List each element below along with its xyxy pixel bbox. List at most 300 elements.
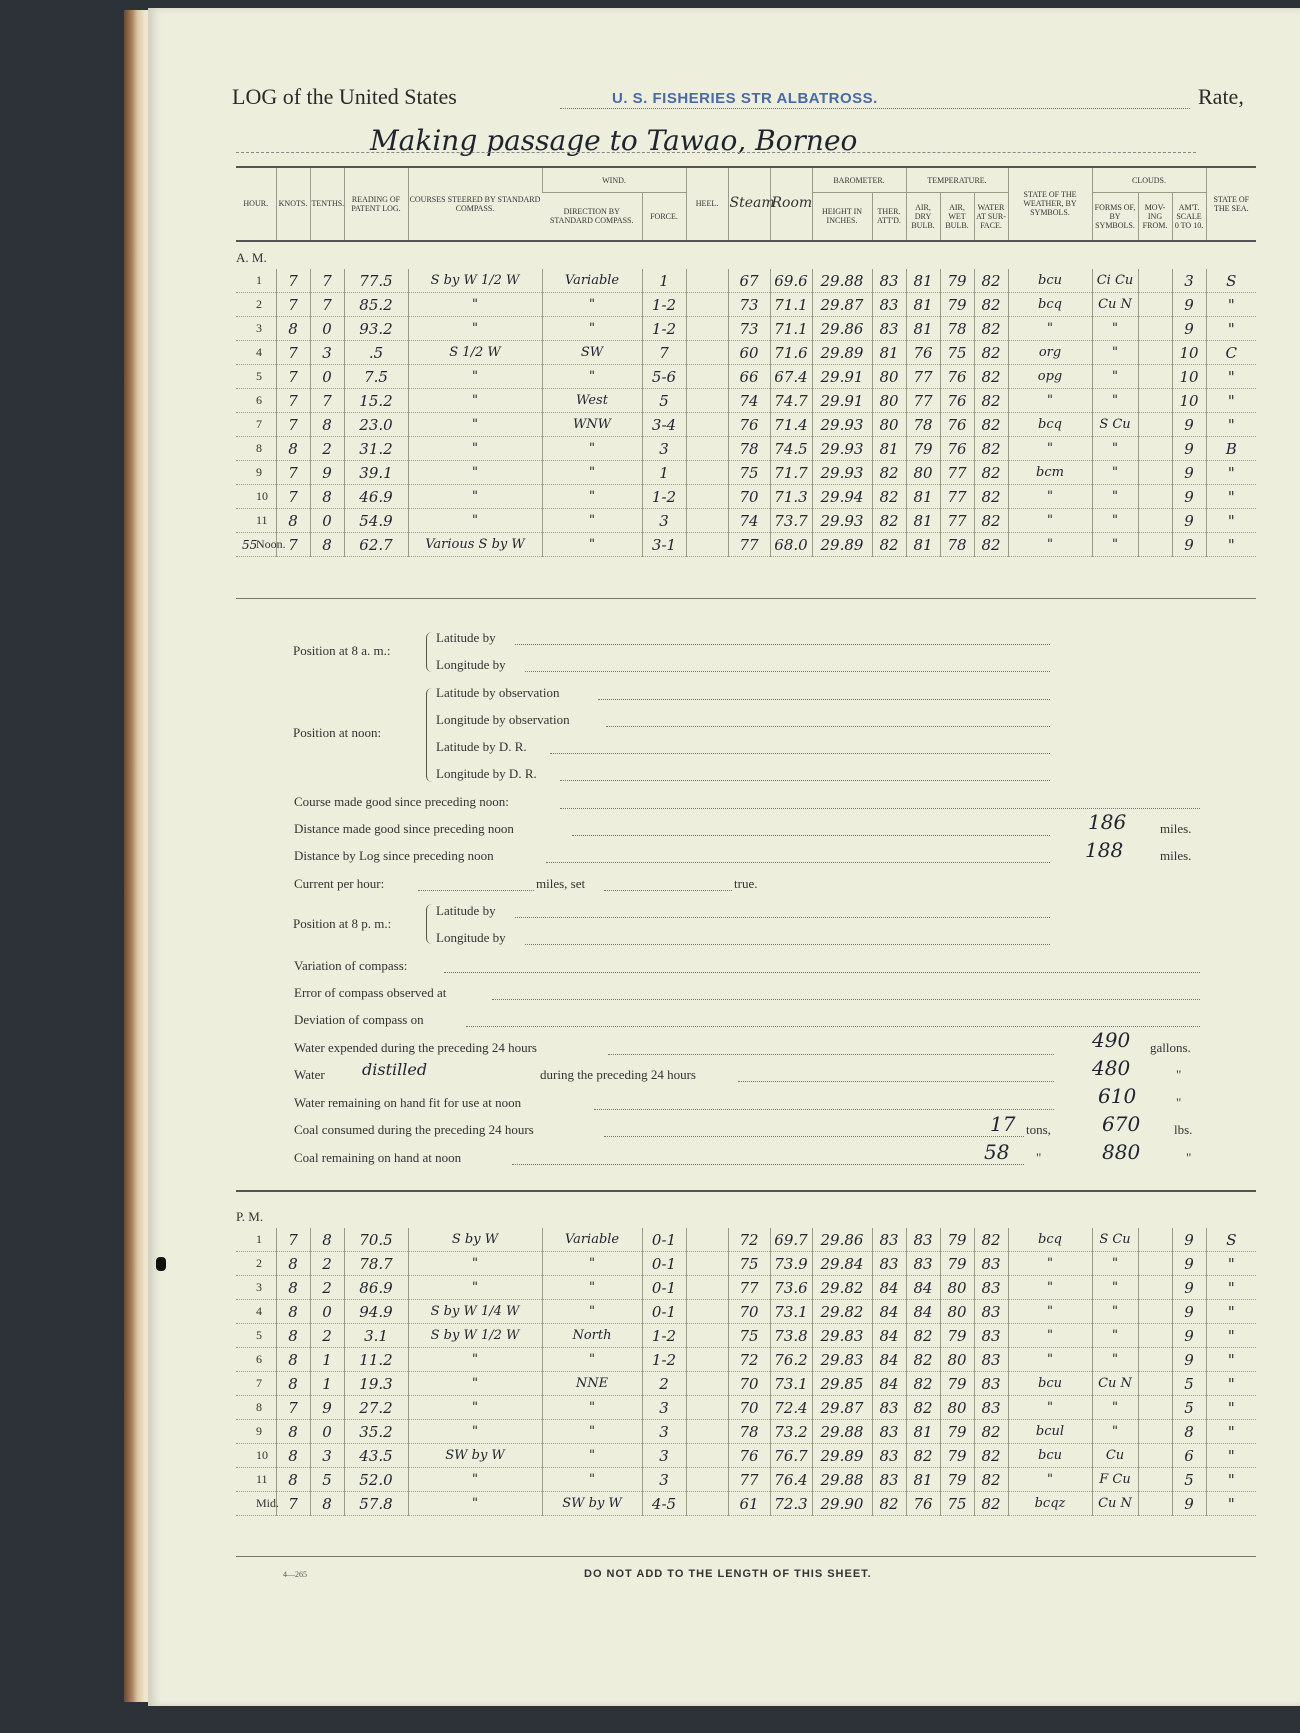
log-row [236,1372,1256,1396]
cell-log: 78.7 [344,1252,408,1276]
cell-hour: 8 [236,1396,276,1420]
col-cloud-moving: MOV-ING FROM. [1138,193,1172,241]
cell-water: 82 [974,509,1008,533]
error-line [492,999,1200,1000]
log-row [236,341,1256,365]
cell-wdir: " [542,437,642,461]
cell-wdir: Variable [542,269,642,293]
cell-sea: " [1206,533,1256,557]
cell-wdir: " [542,485,642,509]
cell-dry: 79 [906,437,940,461]
voyage-note: Making passage to Tawao, Borneo [370,124,858,157]
cell-hour: 1 [236,269,276,293]
cell-water: 82 [974,437,1008,461]
cell-dry: 77 [906,389,940,413]
form-number: 4—265 [283,1570,307,1579]
cell-weather: " [1008,1300,1092,1324]
cell-hour: 6 [236,1348,276,1372]
ditto-2: " [1176,1095,1182,1110]
cell-knots: 7 [276,1492,310,1516]
cell-room: 74.7 [770,389,812,413]
cell-cmov [1138,461,1172,485]
cell-room: 71.1 [770,293,812,317]
water-during-label: during the preceding 24 hours [540,1067,696,1082]
cell-ther: 82 [872,509,906,533]
current-miles-set: miles, set [536,876,586,891]
cell-tenths: 2 [310,1324,344,1348]
cell-wet: 79 [940,1468,974,1492]
cell-knots: 7 [276,413,310,437]
log-row [236,1396,1256,1420]
cell-course: S by W [408,1228,542,1252]
cell-cmov [1138,533,1172,557]
cell-ther: 83 [872,1444,906,1468]
coal-consumed-lbs: 670 [1102,1112,1141,1136]
cell-wet: 75 [940,1492,974,1516]
cell-sea: " [1206,1468,1256,1492]
cell-weather: " [1008,1276,1092,1300]
cell-log: 46.9 [344,485,408,509]
distance-made-good-line [572,835,1050,836]
water-remaining-label: Water remaining on hand fit for use at noon [294,1095,522,1110]
cell-knots: 7 [276,269,310,293]
cell-knots: 8 [276,1276,310,1300]
cell-room: 67.4 [770,365,812,389]
cell-steam: 70 [728,1372,770,1396]
cell-dry: 82 [906,1396,940,1420]
cell-log: 15.2 [344,389,408,413]
cell-heel [686,317,728,341]
cell-room: 71.4 [770,413,812,437]
cell-baro: 29.85 [812,1372,872,1396]
lon-obs-label: Longitude by observation [436,712,570,727]
cell-sea: " [1206,1300,1256,1324]
cell-camt: 9 [1172,1276,1206,1300]
deviation-line [466,1026,1200,1027]
cell-force: 1-2 [642,1348,686,1372]
cell-camt: 3 [1172,269,1206,293]
deviation-label: Deviation of compass on [294,1012,424,1027]
cell-cmov [1138,1492,1172,1516]
cell-camt: 10 [1172,365,1206,389]
current-label: Current per hour: [294,876,385,891]
cell-wdir: " [542,365,642,389]
cell-heel [686,485,728,509]
cell-sea: " [1206,413,1256,437]
cell-cmov [1138,1324,1172,1348]
cell-sea: " [1206,1396,1256,1420]
cell-baro: 29.87 [812,293,872,317]
log-row [236,485,1256,509]
punch-hole [156,1257,166,1271]
cell-steam: 73 [728,293,770,317]
cell-weather: " [1008,437,1092,461]
cell-force: 3 [642,1444,686,1468]
cell-cform: Cu N [1092,1372,1138,1396]
cell-heel [686,1444,728,1468]
cell-baro: 29.82 [812,1300,872,1324]
cell-hour: 11 [236,1468,276,1492]
cell-cmov [1138,389,1172,413]
cell-knots: 7 [276,341,310,365]
cell-steam: 76 [728,1444,770,1468]
cell-log: 86.9 [344,1276,408,1300]
cell-cmov [1138,317,1172,341]
cell-camt: 9 [1172,1492,1206,1516]
cell-hour: 5 [236,365,276,389]
position-8pm-label: Position at 8 p. m.: [293,916,392,931]
water-distilled-line [738,1081,1054,1082]
cell-tenths: 8 [310,485,344,509]
cell-knots: 7 [276,293,310,317]
col-temperature: TEMPERATURE. [906,167,1008,193]
cell-ther: 80 [872,365,906,389]
cell-hour: 3 [236,1276,276,1300]
cell-knots: 8 [276,1300,310,1324]
coal-consumed-tons: 17 [990,1112,1016,1136]
cell-wdir: SW by W [542,1492,642,1516]
cell-course: Various S by W [408,533,542,557]
log-row [236,1300,1256,1324]
cell-knots: 7 [276,1228,310,1252]
lat-dr-line [550,753,1050,754]
am-rows [236,269,1256,557]
lon-8pm-line [525,944,1050,945]
cell-log: 54.9 [344,509,408,533]
cell-water: 82 [974,1492,1008,1516]
distance-log-line [546,862,1050,863]
cell-force: 3 [642,1468,686,1492]
cell-wet: 76 [940,413,974,437]
col-hour: HOUR. [243,199,269,209]
col-sea: STATE OF THE SEA. [1206,167,1256,241]
cell-heel [686,1348,728,1372]
cell-tenths: 2 [310,437,344,461]
lon-dr-line [560,780,1050,781]
cell-room: 69.7 [770,1228,812,1252]
cell-water: 82 [974,365,1008,389]
cell-force: 1 [642,461,686,485]
cell-knots: 8 [276,1372,310,1396]
cell-log: 7.5 [344,365,408,389]
cell-water: 82 [974,533,1008,557]
cell-course: " [408,461,542,485]
cell-course: S by W 1/2 W [408,1324,542,1348]
cell-cform: " [1092,1348,1138,1372]
cell-cform: " [1092,533,1138,557]
cell-room: 73.9 [770,1252,812,1276]
cell-sea: C [1206,341,1256,365]
cell-wet: 77 [940,485,974,509]
coal-consumed-line [604,1136,1024,1137]
voyage-line [236,152,1196,153]
cell-wet: 79 [940,293,974,317]
cell-camt: 9 [1172,1324,1206,1348]
cell-room: 76.7 [770,1444,812,1468]
cell-camt: 9 [1172,437,1206,461]
cell-course: " [408,1276,542,1300]
cell-wdir: WNW [542,413,642,437]
cell-cform: " [1092,509,1138,533]
cell-baro: 29.93 [812,509,872,533]
cell-cform: " [1092,1276,1138,1300]
col-tenths: TENTHS. [310,167,344,241]
cell-steam: 61 [728,1492,770,1516]
col-weather: STATE OF THE WEATHER, BY SYMBOLS. [1008,167,1092,241]
length-notice: DO NOT ADD TO THE LENGTH OF THIS SHEET. [584,1568,872,1580]
cell-dry: 81 [906,317,940,341]
cell-hour: 9 [236,1420,276,1444]
cell-sea: " [1206,389,1256,413]
current-true: true. [734,876,758,891]
cell-cform: Cu [1092,1444,1138,1468]
col-cloud-amount: AM'T. SCALE 0 TO 10. [1172,193,1206,241]
gallons-label: gallons. [1150,1040,1191,1055]
pm-bottom-rule [236,1556,1256,1557]
log-title: LOG of the United States [232,84,457,109]
cell-force: 1-2 [642,485,686,509]
cell-knots: 7 [276,461,310,485]
cell-water: 83 [974,1372,1008,1396]
col-baro-height: HEIGHT IN INCHES. [812,193,872,241]
cell-dry: 82 [906,1372,940,1396]
ditto-3: " [1036,1150,1042,1165]
cell-ther: 84 [872,1276,906,1300]
cell-force: 3 [642,509,686,533]
cell-room: 73.7 [770,509,812,533]
cell-force: 3-4 [642,413,686,437]
cell-dry: 81 [906,1420,940,1444]
cell-wdir: North [542,1324,642,1348]
cell-dry: 81 [906,1468,940,1492]
cell-log: 31.2 [344,437,408,461]
water-expended-label: Water expended during the preceding 24 hours [294,1040,537,1055]
cell-ther: 84 [872,1300,906,1324]
cell-hour: 6 [236,389,276,413]
cell-camt: 8 [1172,1420,1206,1444]
cell-water: 82 [974,485,1008,509]
cell-cmov [1138,1300,1172,1324]
cell-sea: " [1206,461,1256,485]
cell-baro: 29.82 [812,1276,872,1300]
cell-weather: " [1008,533,1092,557]
cell-room: 76.2 [770,1348,812,1372]
cell-baro: 29.91 [812,389,872,413]
cell-force: 0-1 [642,1300,686,1324]
cell-sea: " [1206,293,1256,317]
cell-cmov [1138,1396,1172,1420]
cell-wet: 75 [940,341,974,365]
cell-heel [686,1324,728,1348]
cell-course: " [408,389,542,413]
cell-log: 57.8 [344,1492,408,1516]
cell-wdir: " [542,293,642,317]
cell-hour: 4 [236,341,276,365]
cell-force: 5-6 [642,365,686,389]
course-made-good-label: Course made good since preceding noon: [294,794,509,809]
position-8am-label: Position at 8 a. m.: [293,643,391,658]
cell-force: 2 [642,1372,686,1396]
cell-wdir: Variable [542,1228,642,1252]
lat-8am-line [515,644,1050,645]
cell-course: S 1/2 W [408,341,542,365]
cell-dry: 82 [906,1324,940,1348]
cell-heel [686,389,728,413]
cell-steam: 75 [728,461,770,485]
cell-cform: Cu N [1092,293,1138,317]
cell-heel [686,293,728,317]
cell-log: 23.0 [344,413,408,437]
cell-steam: 77 [728,1468,770,1492]
cell-room: 72.4 [770,1396,812,1420]
cell-hour: 11 [236,509,276,533]
cell-cform: " [1092,437,1138,461]
cell-wet: 80 [940,1300,974,1324]
cell-knots: 8 [276,1252,310,1276]
col-steam: Steam [728,167,770,241]
course-made-good-line [560,808,1200,809]
cell-cmov [1138,1252,1172,1276]
cell-course: SW by W [408,1444,542,1468]
cell-wet: 76 [940,365,974,389]
cell-weather: org [1008,341,1092,365]
cell-baro: 29.89 [812,1444,872,1468]
cell-force: 3-1 [642,533,686,557]
cell-dry: 81 [906,485,940,509]
cell-tenths: 0 [310,1300,344,1324]
cell-sea: " [1206,1444,1256,1468]
cell-weather: " [1008,317,1092,341]
cell-wet: 77 [940,509,974,533]
cell-cmov [1138,413,1172,437]
cell-tenths: 0 [310,509,344,533]
log-row [236,509,1256,533]
cell-course: " [408,1252,542,1276]
cell-tenths: 7 [310,269,344,293]
water-label: Water [294,1067,325,1082]
cell-wdir: " [542,1300,642,1324]
coal-consumed-label: Coal consumed during the preceding 24 hours [294,1122,534,1137]
cell-course: " [408,1348,542,1372]
water-distilled-value: 480 [1092,1056,1131,1080]
cell-cform: S Cu [1092,413,1138,437]
water-handwritten: distilled [362,1060,428,1079]
cell-baro: 29.87 [812,1396,872,1420]
cell-tenths: 1 [310,1348,344,1372]
cell-course: S by W 1/4 W [408,1300,542,1324]
cell-camt: 9 [1172,1348,1206,1372]
cell-steam: 70 [728,1396,770,1420]
water-expended-line [608,1054,1054,1055]
cell-knots: 8 [276,317,310,341]
distance-log-value: 188 [1085,838,1124,862]
lon-8am-line [525,671,1050,672]
cell-knots: 7 [276,533,310,557]
cell-wdir: " [542,509,642,533]
cell-cform: " [1092,389,1138,413]
cell-weather: " [1008,389,1092,413]
rate-label: Rate, [1198,84,1244,109]
cell-ther: 82 [872,1492,906,1516]
log-row [236,269,1256,293]
cell-tenths: 5 [310,1468,344,1492]
cell-cform: S Cu [1092,1228,1138,1252]
cell-ther: 83 [872,269,906,293]
cell-cmov [1138,293,1172,317]
lon-dr-label: Longitude by D. R. [436,766,537,781]
cell-heel [686,509,728,533]
cell-force: 5 [642,389,686,413]
cell-ther: 80 [872,389,906,413]
cell-cmov [1138,269,1172,293]
cell-camt: 5 [1172,1396,1206,1420]
cell-weather: bcm [1008,461,1092,485]
col-wind: WIND. [542,167,686,193]
cell-cform: F Cu [1092,1468,1138,1492]
am-label: A. M. [236,249,267,265]
cell-cform: " [1092,461,1138,485]
cell-water: 83 [974,1252,1008,1276]
cell-ther: 80 [872,413,906,437]
cell-room: 74.5 [770,437,812,461]
cell-log: 11.2 [344,1348,408,1372]
cell-heel [686,437,728,461]
cell-tenths: 9 [310,1396,344,1420]
cell-dry: 76 [906,341,940,365]
cell-steam: 76 [728,413,770,437]
cell-cform: " [1092,1300,1138,1324]
cell-baro: 29.89 [812,341,872,365]
cell-tenths: 0 [310,317,344,341]
cell-dry: 76 [906,1492,940,1516]
cell-water: 82 [974,461,1008,485]
cell-water: 83 [974,1300,1008,1324]
cell-heel [686,1468,728,1492]
cell-wet: 79 [940,1228,974,1252]
cell-steam: 66 [728,365,770,389]
cell-cform: " [1092,1252,1138,1276]
cell-room: 73.6 [770,1276,812,1300]
cell-course: " [408,485,542,509]
cell-cform: " [1092,365,1138,389]
cell-water: 82 [974,389,1008,413]
cell-heel [686,1372,728,1396]
cell-wet: 79 [940,1420,974,1444]
cell-cform: Cu N [1092,1492,1138,1516]
cell-cform: " [1092,341,1138,365]
cell-camt: 5 [1172,1468,1206,1492]
cell-water: 82 [974,317,1008,341]
cell-camt: 5 [1172,1372,1206,1396]
col-air-dry: AIR, DRY BULB. [906,193,940,241]
cell-force: 0-1 [642,1276,686,1300]
col-wind-direction: DIRECTION BY STANDARD COMPASS. [549,207,634,226]
cell-force: 7 [642,341,686,365]
log-row [236,533,1256,557]
cell-steam: 78 [728,1420,770,1444]
current-line-1 [418,890,534,891]
cell-force: 3 [642,437,686,461]
cell-log: .5 [344,341,408,365]
cell-dry: 81 [906,269,940,293]
log-row [236,1492,1256,1516]
cell-heel [686,1252,728,1276]
cell-weather: bcu [1008,269,1092,293]
cell-heel [686,365,728,389]
cell-knots: 7 [276,389,310,413]
cell-course: " [408,1396,542,1420]
cell-camt: 9 [1172,461,1206,485]
